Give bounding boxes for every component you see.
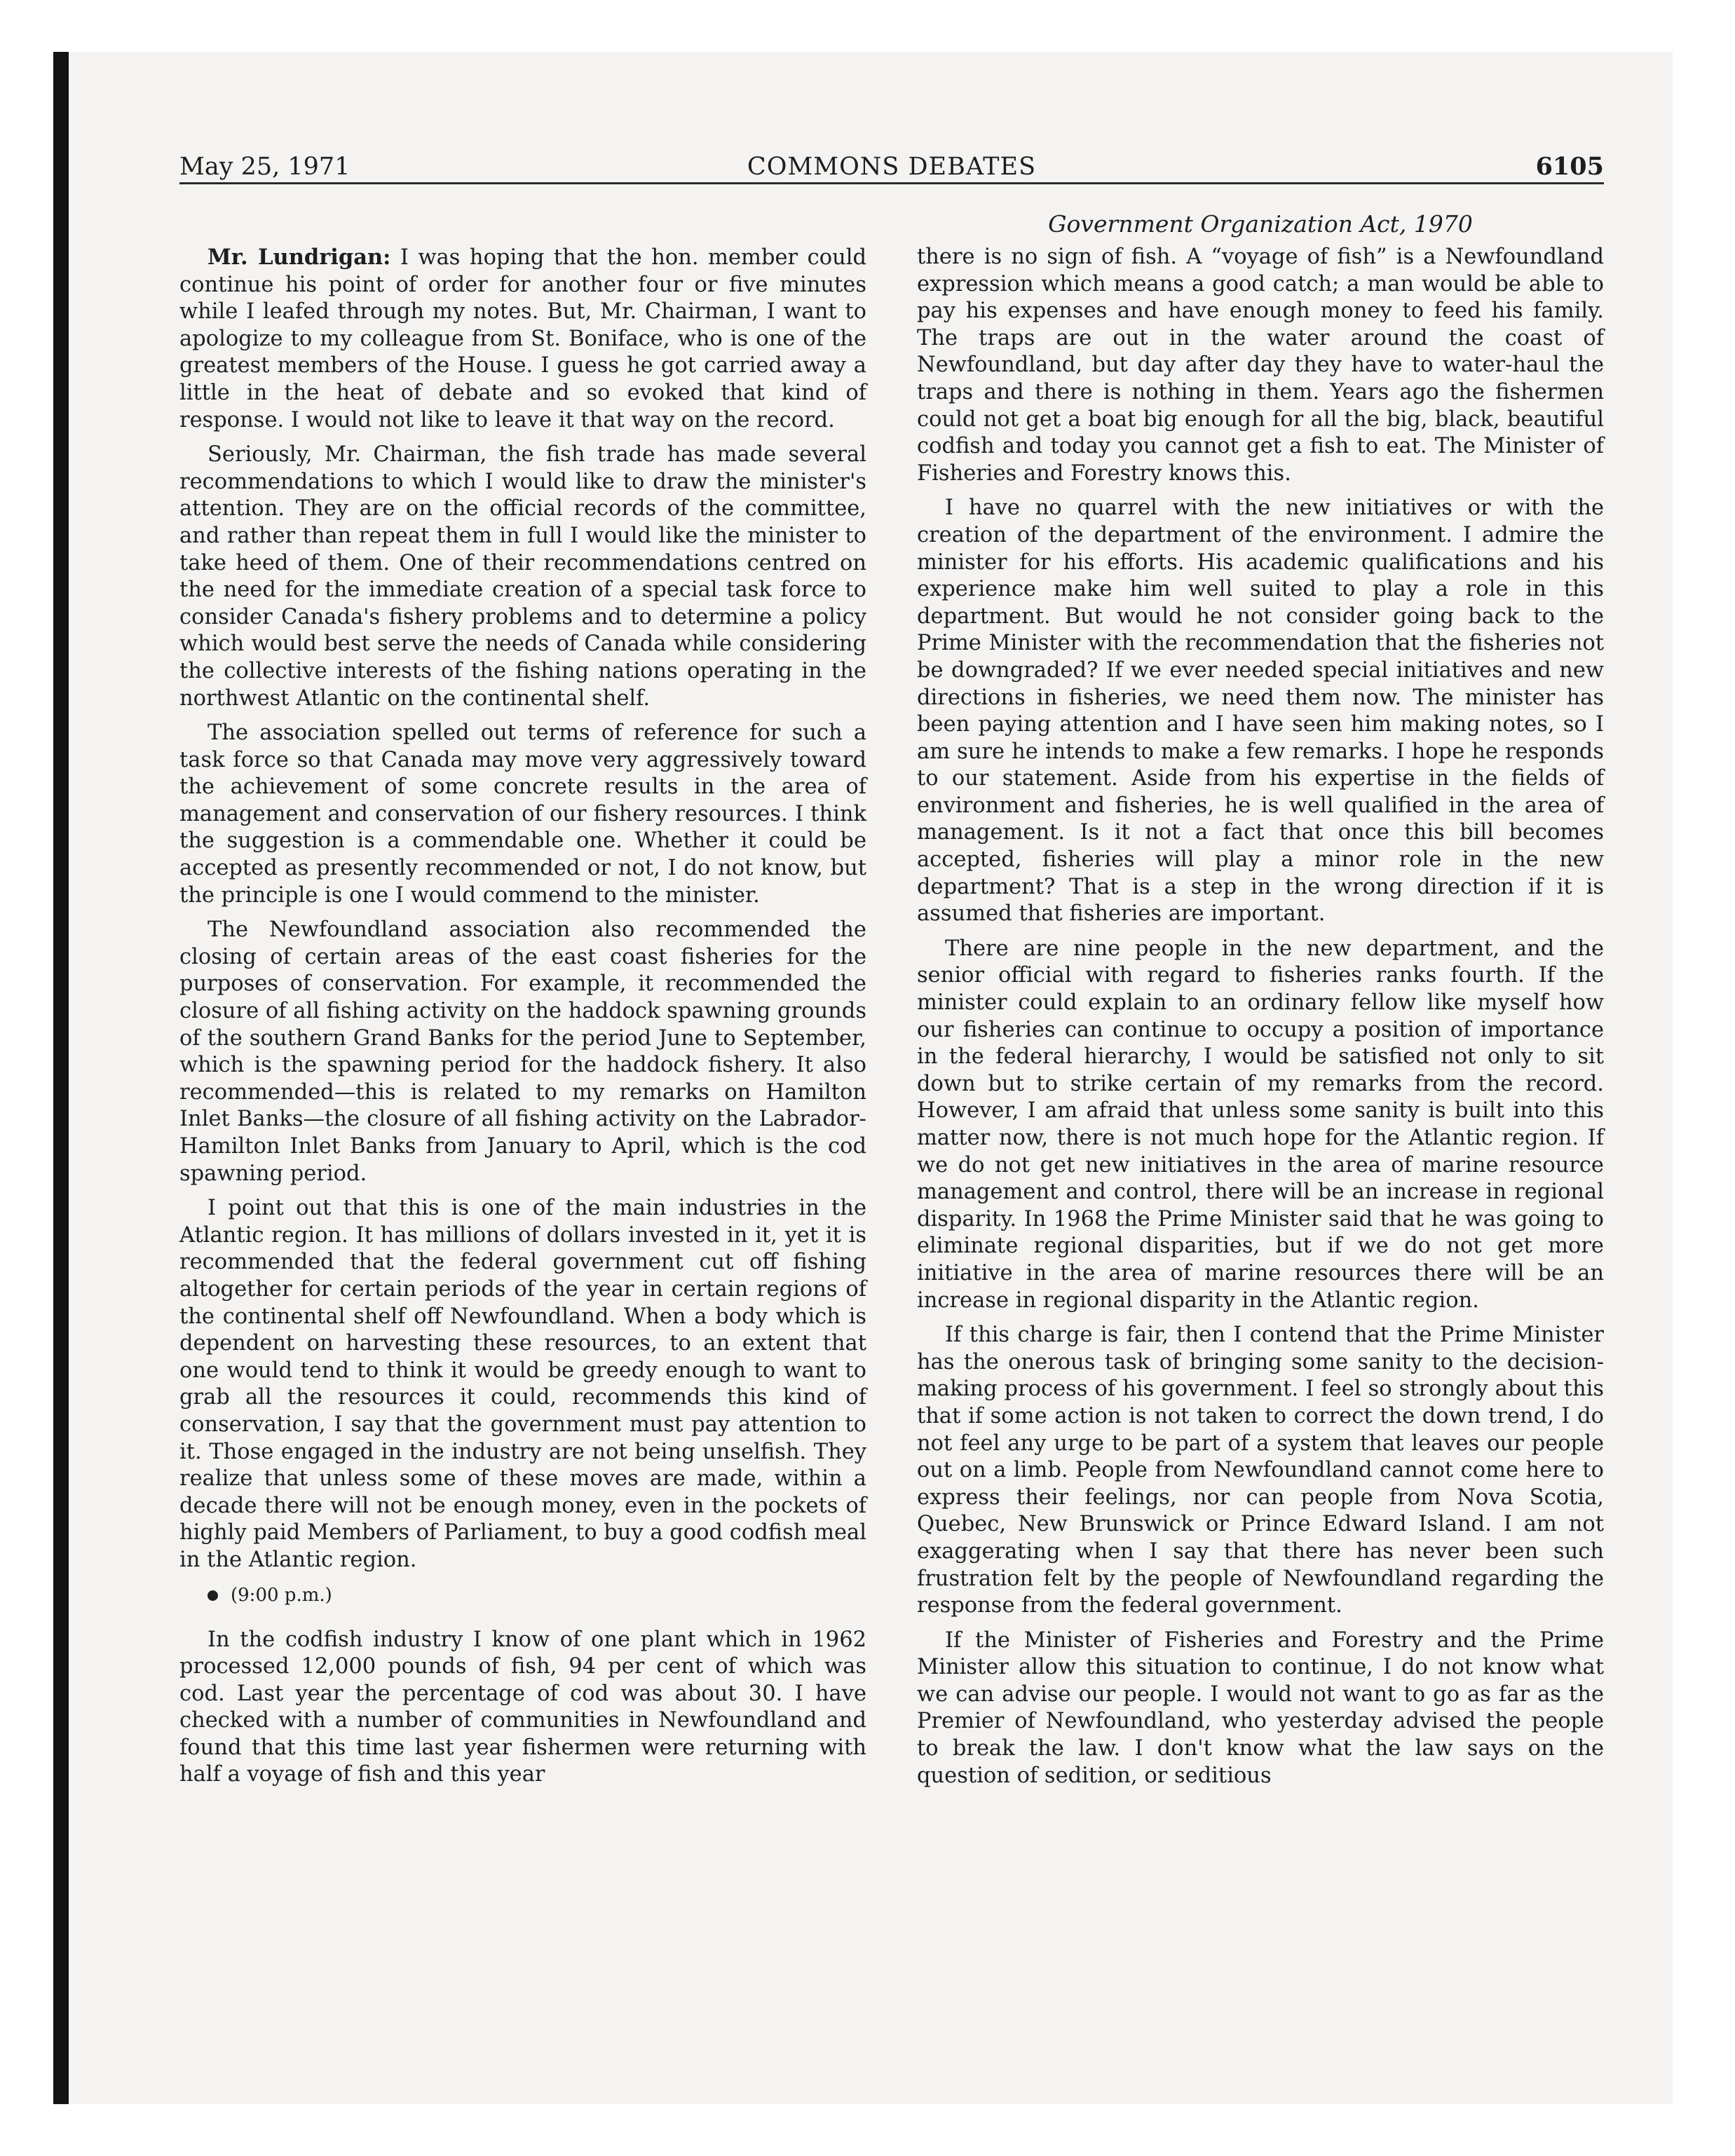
right-column bbox=[917, 244, 1604, 1797]
paragraph: there is no sign of fish. A “voyage of fish” is a Newfoundland expression which means a good catch; a man would be able to pay his expenses and have enough money to feed his family. The traps are out in the water around the coast of Newfoundland, but day after day they have to water-haul the traps and there is nothing in them. Years ago the fishermen could not get a boat big enough for all the big, black, beautiful codfish and today you cannot get a fish to eat. The Minister of Fisheries and Forestry knows this. bbox=[917, 245, 1604, 486]
paragraph-text: I was hoping that the hon. member could continue his point of order for another four or five minutes while I leafed through my notes. But, Mr. Chairman, I want to apologize to my colleague from St. Boniface, who is one of the greatest members of the House. I guess he got carried away a little in the heat of debate and so evoked that kind of response. I would not like to leave it that way on the record. bbox=[179, 245, 866, 432]
paragraph: In the codfish industry I know of one plant which in 1962 processed 12,000 pounds of fish, 94 per cent of which was cod. Last year the percentage of cod was about 30. I have checked with a number of communities in Newfoundland and found that this time last year fishermen were returning with half a voyage of fish and this year bbox=[179, 1627, 866, 1787]
paragraph: Seriously, Mr. Chairman, the fish trade has made several recommendations to which I would like to draw the minister's attention. They are on the official records of the committee, and rather than repeat them in full I would like the minister to take heed of them. One of their recommendations centred on the need for the immediate creation of a special task force to consider Canada's fishery problems and to determine a policy which would best serve the needs of Canada while considering the collective interests of the fishing nations operating in the northwest Atlantic on the continental shelf. bbox=[179, 442, 866, 711]
bullet-icon bbox=[207, 1590, 218, 1601]
paragraph bbox=[179, 244, 866, 434]
paragraph: The association spelled out terms of reference for such a task force so that Canada may move very aggressively toward the achievement of some concrete results in the area of management and conservation of our fishery resources. I think the suggestion is a commendable one. Whether it could be accepted as presently recommended or not, I do not know, but the principle is one I would commend to the minister. bbox=[179, 721, 866, 908]
paragraph: If this charge is fair, then I contend that the Prime Minister has the onerous task of bringing some sanity to the decision-making process of his government. I feel so strongly about this that if some action is not taken to correct the down trend, I do not feel any urge to be part of a system that leaves our people out on a limb. People from Newfoundland cannot come here to express their feelings, nor can people from Nova Scotia, Quebec, New Brunswick or Prince Edward Island. I am not exaggerating when I say that there has never been such frustration felt by the people of Newfoundland regarding the response from the federal government. bbox=[917, 1323, 1604, 1618]
paragraph: The Newfoundland association also recommended the closing of certain areas of the east coast fisheries for the purposes of conservation. For example, it recommended the closure of all fishing activity on the haddock spawning grounds of the southern Grand Banks for the period June to September, which is the spawning period for the haddock fishery. It also recommended—this is related to my remarks on Hamilton Inlet Banks—the closure of all fishing activity on the Labrador-Hamilton Inlet Banks from January to April, which is the cod spawning period. bbox=[179, 917, 866, 1186]
left-column bbox=[179, 244, 866, 1796]
page-number: 6105 bbox=[1535, 152, 1604, 181]
header-date: May 25, 1971 bbox=[179, 153, 351, 181]
paragraph: There are nine people in the new department, and the senior official with regard to fisheries ranks fourth. If the minister could explain to an ordinary fellow like myself how our fisheries can continue to occupy a position of importance in the federal hierarchy, I would be satisfied not only to sit down but to strike certain of my remarks from the record. However, I am afraid that unless some sanity is built into this matter now, there is not much hope for the Atlantic region. If we do not get new initiatives in the area of marine resource management and control, there will be an increase in regional disparity. In 1968 the Prime Minister said that he was going to eliminate regional disparities, but if we do not get more initiative in the area of marine resources there will be an increase in regional disparity in the Atlantic region. bbox=[917, 936, 1604, 1313]
speaker-name: Mr. Lundrigan: bbox=[207, 245, 391, 270]
paragraph: I have no quarrel with the new initiatives or with the creation of the department of the environment. I admire the minister for his efforts. His academic qualifications and his experience make him well suited to play a role in this department. But would he not consider going back to the Prime Minister with the recommendation that the fisheries not be downgraded? If we ever needed special initiatives and new directions in fisheries, we need them now. The minister has been paying attention and I have seen him making notes, so I am sure he intends to make a few remarks. I hope he responds to our statement. Aside from his expertise in the fields of environment and fisheries, he is well qualified in the area of management. Is it not a fact that once this bill becomes accepted, fisheries will play a minor role in the new department? That is a step in the wrong direction if it is assumed that fisheries are important. bbox=[917, 496, 1604, 927]
page-header bbox=[179, 151, 1604, 184]
header-title: COMMONS DEBATES bbox=[747, 153, 1037, 181]
time-marker bbox=[207, 1582, 866, 1609]
paragraph: If the Minister of Fisheries and Forestry and the Prime Minister allow this situation to continue, I do not know what we can advise our people. I would not want to go as far as the Premier of Newfoundland, who yesterday advised the people to break the law. I don't know what the law says on the question of sedition, or seditious bbox=[917, 1628, 1604, 1788]
time-marker-text: (9:00 p.m.) bbox=[231, 1584, 332, 1606]
paragraph: I point out that this is one of the main industries in the Atlantic region. It has millions of dollars invested in it, yet it is recommended that the federal government cut off fishing altogether for certain periods of the year in certain regions of the continental shelf off Newfoundland. When a body which is dependent on harvesting these resources, to an extent that one would tend to think it would be greedy enough to want to grab all the resources it could, recommends this kind of conservation, I say that the government must pay attention to it. Those engaged in the industry are not being unselfish. They realize that unless some of these moves are made, within a decade there will not be enough money, even in the pockets of highly paid Members of Parliament, to buy a good codfish meal in the Atlantic region. bbox=[179, 1196, 866, 1572]
scan-binding-edge bbox=[53, 52, 69, 2104]
running-head: Government Organization Act, 1970 bbox=[1048, 210, 1473, 238]
